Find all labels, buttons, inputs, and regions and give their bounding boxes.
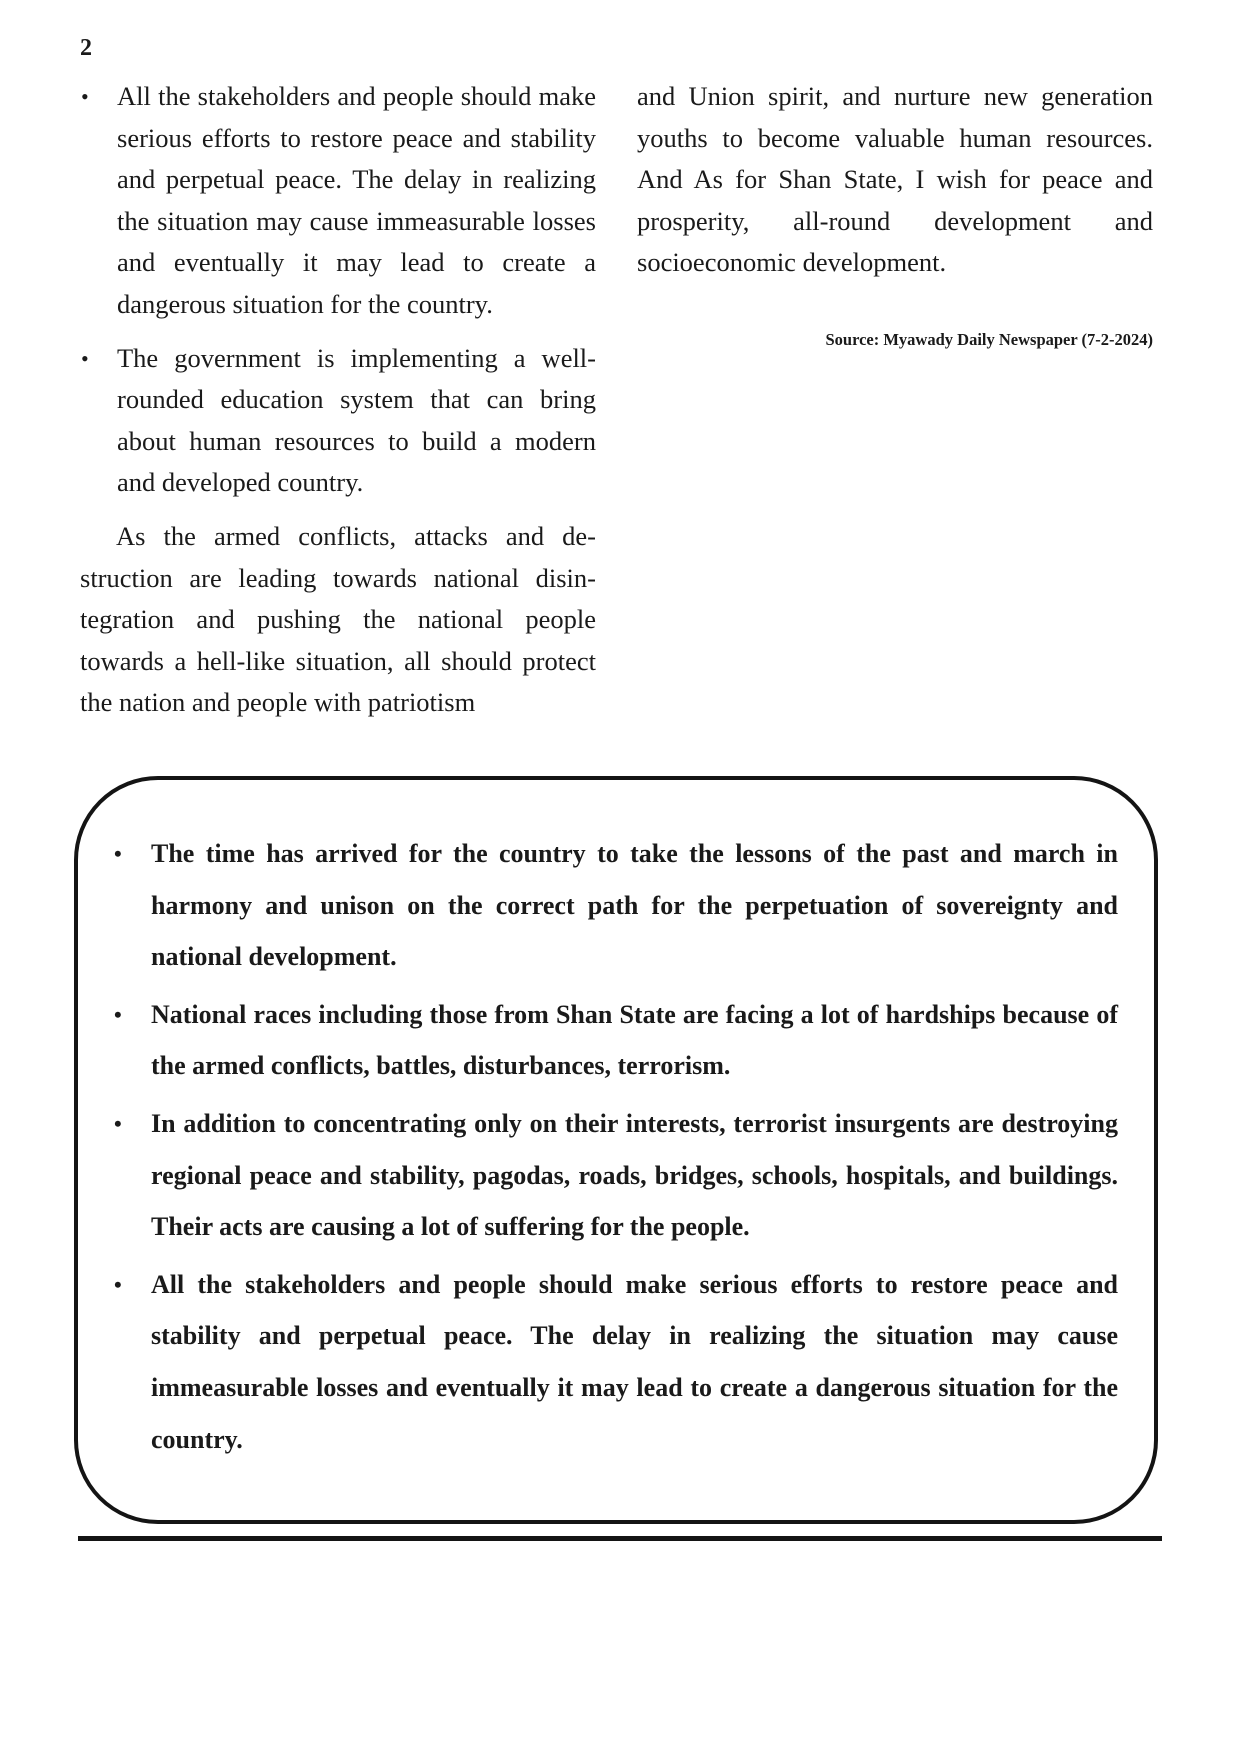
highlight-box — [74, 776, 1158, 1524]
body-paragraph: As the armed conflicts, attacks and destruction are leading towards national disintegration and pushing the national people towards a hell-like situation, all should protect the nation and people with patriotism — [80, 520, 596, 718]
list-item — [80, 338, 596, 504]
bullet-icon: • — [114, 1110, 122, 1136]
bullet-icon: • — [114, 841, 122, 866]
bullet-icon: • — [114, 1271, 122, 1297]
bullet-text: All the stakeholders and people should make serious efforts to restore peace and stability and perpetual peace. The delay in realizing the situation may cause immeasurable losses and eventually it may lead to create a dangerous situation for the country. — [117, 81, 596, 319]
bullet-icon: • — [81, 84, 89, 109]
left-column — [80, 76, 596, 724]
list-item — [114, 828, 1118, 983]
highlight-bullet-list — [114, 828, 1118, 1471]
right-column — [637, 76, 1153, 350]
source-citation: Source: Myawady Daily Newspaper (7-2-2024) — [825, 329, 1153, 349]
list-item — [80, 76, 596, 326]
list-item — [114, 989, 1118, 1092]
bullet-icon: • — [81, 345, 89, 371]
bullet-text: The government is implementing a well-rounded education system that can bring about human resources to build a modern and developed country. — [117, 342, 596, 498]
body-paragraph-continued: and Union spirit, and nurture new generation youths to become valuable human resources. And As for Shan State, I wish for peace and prosperity, all-round development and socioeconomic development. — [637, 81, 1153, 278]
highlight-text: National races including those from Shan State are facing a lot of hardships because of the armed conflicts, battles, disturbances, terrorism. — [151, 999, 1118, 1081]
left-bullet-list — [80, 76, 596, 504]
bullet-icon: • — [114, 1001, 122, 1027]
page-number: 2 — [80, 35, 92, 61]
highlight-text: In addition to concentrating only on their interests, terrorist insurgents are destroying regional peace and stability, pagodas, roads, bridges, schools, hospitals, and buildings. Their acts are causing a lot of suffering for the people. — [151, 1108, 1118, 1242]
list-item — [114, 1259, 1118, 1465]
list-item — [114, 1098, 1118, 1253]
highlight-text: All the stakeholders and people should make serious efforts to restore peace and stability and perpetual peace. The delay in realizing the situation may cause immeasurable losses and eventually it may lead to create a dangerous situation for the country. — [151, 1269, 1118, 1454]
highlight-text: The time has arrived for the country to take the lessons of the past and march in harmony and unison on the correct path for the perpetuation of sovereignty and national development. — [151, 839, 1118, 972]
horizontal-rule — [78, 1536, 1162, 1541]
